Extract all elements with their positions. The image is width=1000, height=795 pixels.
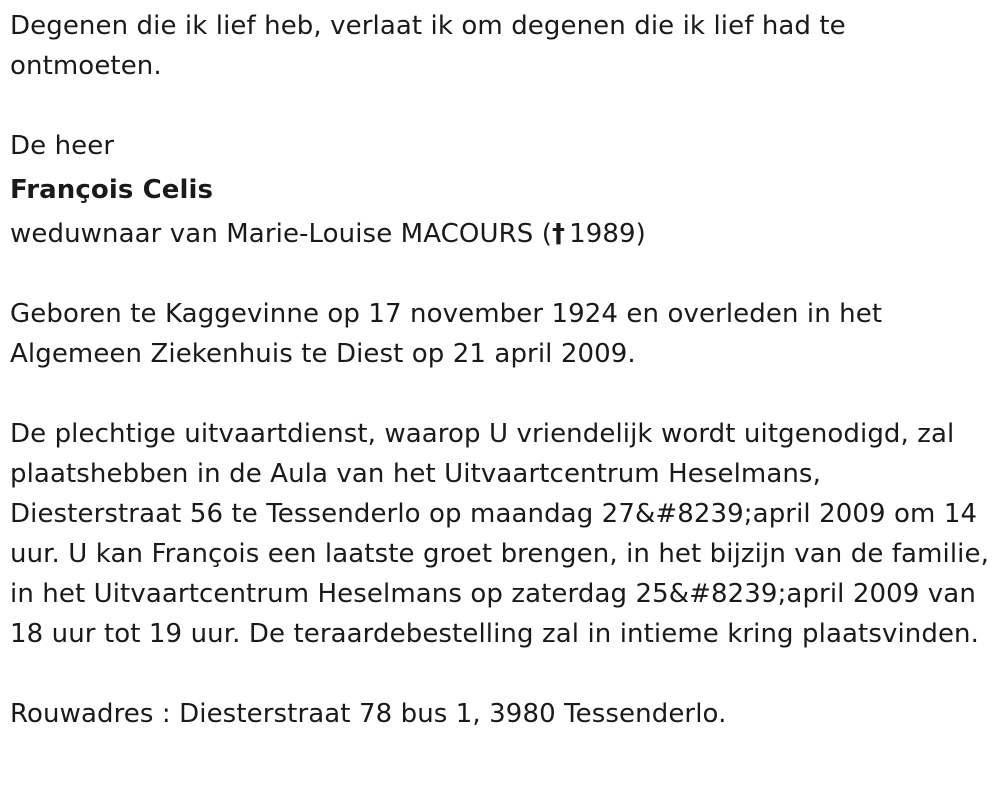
funeral-info-text: De plechtige uitvaartdienst, waarop U vriendelijk wordt uitgenodigd, zal plaatshebben in de Aula van het Uitvaartcentrum Heselmans, Diesterstraat 56 te Tessenderlo op maandag 27&#8239;april 2009 om 14 uur. U kan François een laatste groet brengen, in het bijzijn van de familie, in het Uitvaartcentrum Heselmans op zaterdag 25&#8239;april 2009 van 18 uur tot 19 uur. De teraardebestelling zal in intieme kring plaatsvinden. (10, 419, 989, 649)
deceased-name: François Celis (10, 175, 214, 205)
spacer (10, 254, 990, 294)
spacer (10, 374, 990, 414)
spacer (10, 86, 990, 126)
mourning-address-text: Rouwadres : Diesterstraat 78 bus 1, 3980 Tessenderlo. (10, 699, 727, 729)
widower-year: 1989) (569, 219, 646, 249)
widower-line (10, 214, 990, 254)
birth-death-text: Geboren te Kaggevinne op 17 november 1924 en overleden in het Algemeen Ziekenhuis te Diest op 21 april 2009. (10, 299, 883, 369)
motto-text: Degenen die ik lief heb, verlaat ik om degenen die ik lief had te ontmoeten. (10, 11, 846, 81)
spacer (10, 654, 990, 694)
cross-icon: † (551, 219, 566, 249)
salutation-text: De heer (10, 131, 115, 161)
widower-prefix: weduwnaar van Marie-Louise MACOURS ( (10, 219, 552, 249)
